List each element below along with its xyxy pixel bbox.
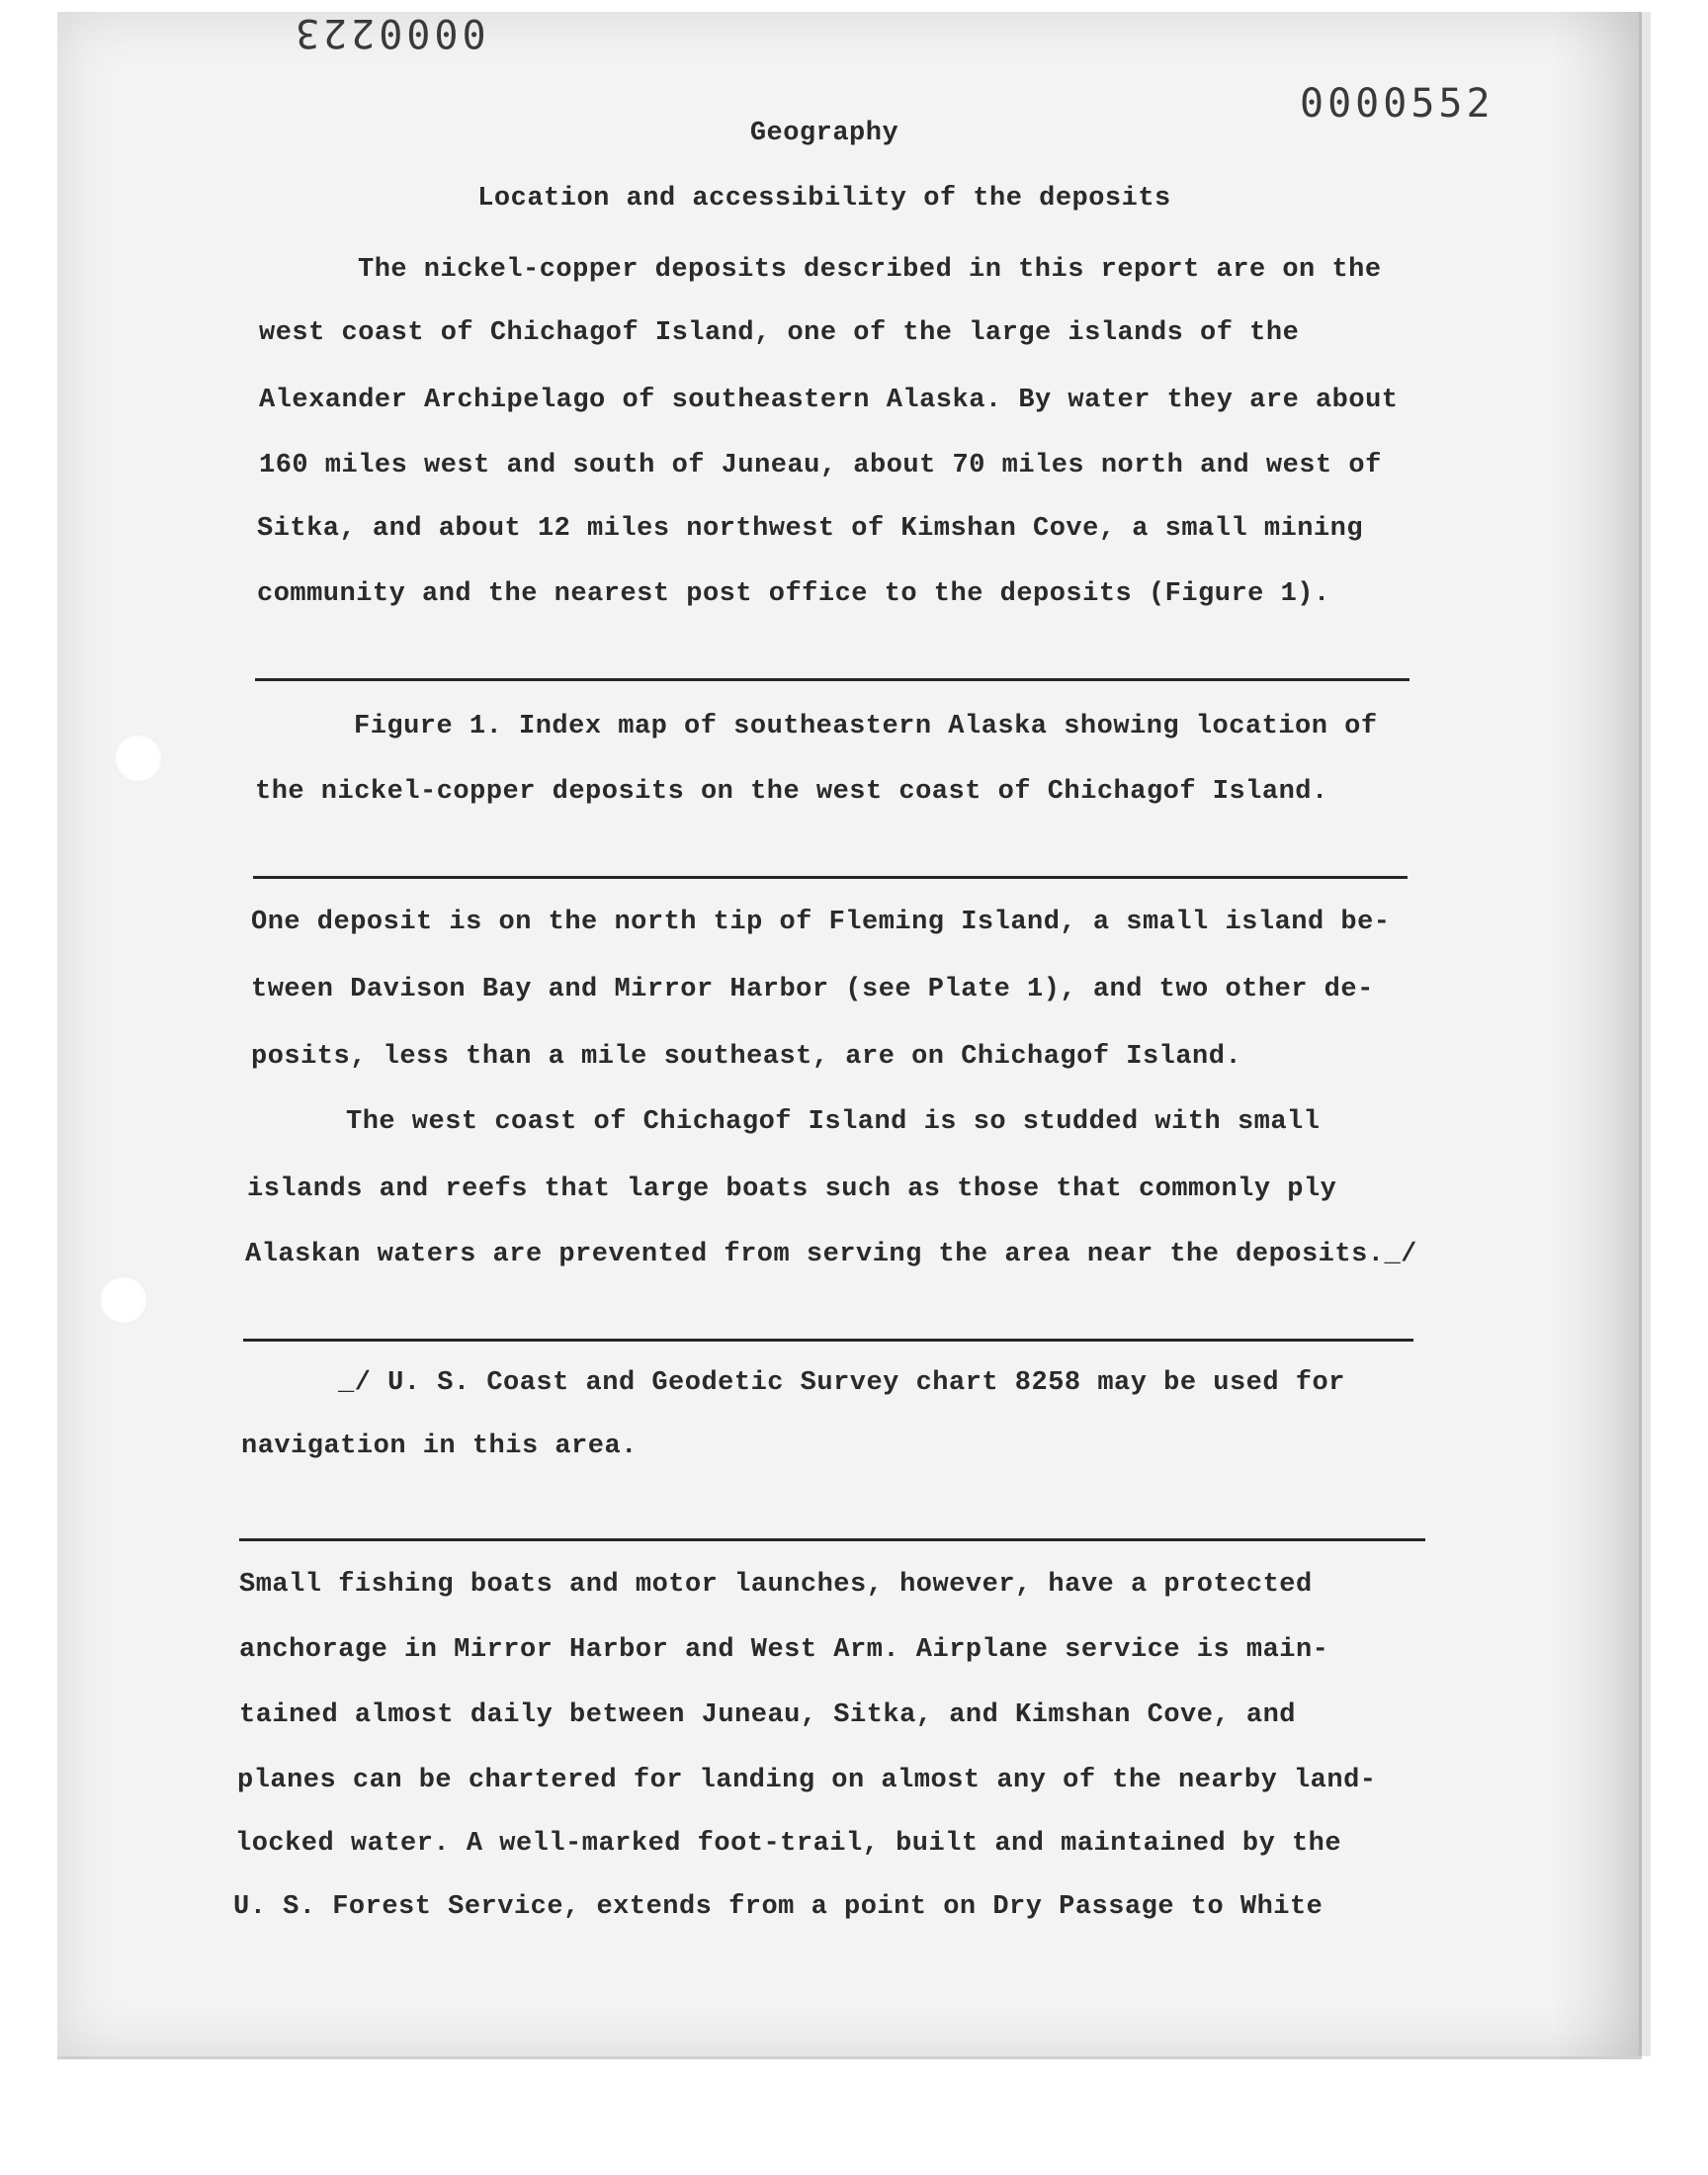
section-subheading: Location and accessibility of the deposits <box>477 184 1171 214</box>
footnote-line: _/ U. S. Coast and Geodetic Survey chart 8258 may be used for <box>338 1368 1345 1398</box>
page-edge-shadow <box>1552 12 1651 2056</box>
separator-rule <box>253 876 1408 879</box>
page-number-stamp-inverted: 0000223 <box>292 10 486 55</box>
separator-rule <box>255 678 1409 681</box>
separator-rule <box>239 1538 1425 1541</box>
paragraph-line: 160 miles west and south of Juneau, about 70 miles north and west of <box>259 451 1382 480</box>
paragraph-line: Alaskan waters are prevented from serving the area near the deposits._/ <box>245 1240 1417 1269</box>
section-heading: Geography <box>749 119 899 148</box>
paragraph-line: Small fishing boats and motor launches, however, have a protected <box>239 1570 1313 1600</box>
paragraph-line: tween Davison Bay and Mirror Harbor (see Plate 1), and two other de- <box>251 975 1374 1004</box>
paragraph-line: locked water. A well-marked foot-trail, built and maintained by the <box>235 1829 1342 1859</box>
paragraph-line: islands and reefs that large boats such as those that commonly ply <box>247 1174 1337 1204</box>
paragraph-line: west coast of Chichagof Island, one of the large islands of the <box>259 318 1300 348</box>
paragraph-line: U. S. Forest Service, extends from a point on Dry Passage to White <box>233 1892 1324 1922</box>
punch-hole-lower <box>99 1275 148 1325</box>
paragraph-line: community and the nearest post office to the deposits (Figure 1). <box>257 579 1330 609</box>
page-number-stamp: 0000552 <box>1300 81 1494 127</box>
figure-caption-line: Figure 1. Index map of southeastern Alaska showing location of <box>354 712 1378 741</box>
paragraph-line: Alexander Archipelago of southeastern Alaska. By water they are about <box>259 386 1399 415</box>
paragraph-line: Sitka, and about 12 miles northwest of Kimshan Cove, a small mining <box>257 514 1364 544</box>
punch-hole-upper <box>114 734 163 783</box>
paragraph-line: One deposit is on the north tip of Fleming Island, a small island be- <box>251 908 1391 937</box>
paragraph-line: The west coast of Chichagof Island is so studded with small <box>346 1107 1321 1137</box>
paragraph-line: anchorage in Mirror Harbor and West Arm. Airplane service is main- <box>239 1635 1329 1665</box>
paragraph-line: planes can be chartered for landing on almost any of the nearby land- <box>237 1766 1377 1795</box>
paragraph-line: The nickel-copper deposits described in this report are on the <box>358 255 1382 285</box>
separator-rule <box>243 1339 1413 1342</box>
footnote-line: navigation in this area. <box>241 1432 638 1461</box>
paragraph-line: tained almost daily between Juneau, Sitka, and Kimshan Cove, and <box>239 1700 1296 1730</box>
paragraph-line: posits, less than a mile southeast, are on Chichagof Island. <box>251 1042 1242 1072</box>
figure-caption-line: the nickel-copper deposits on the west coast of Chichagof Island. <box>255 777 1328 807</box>
